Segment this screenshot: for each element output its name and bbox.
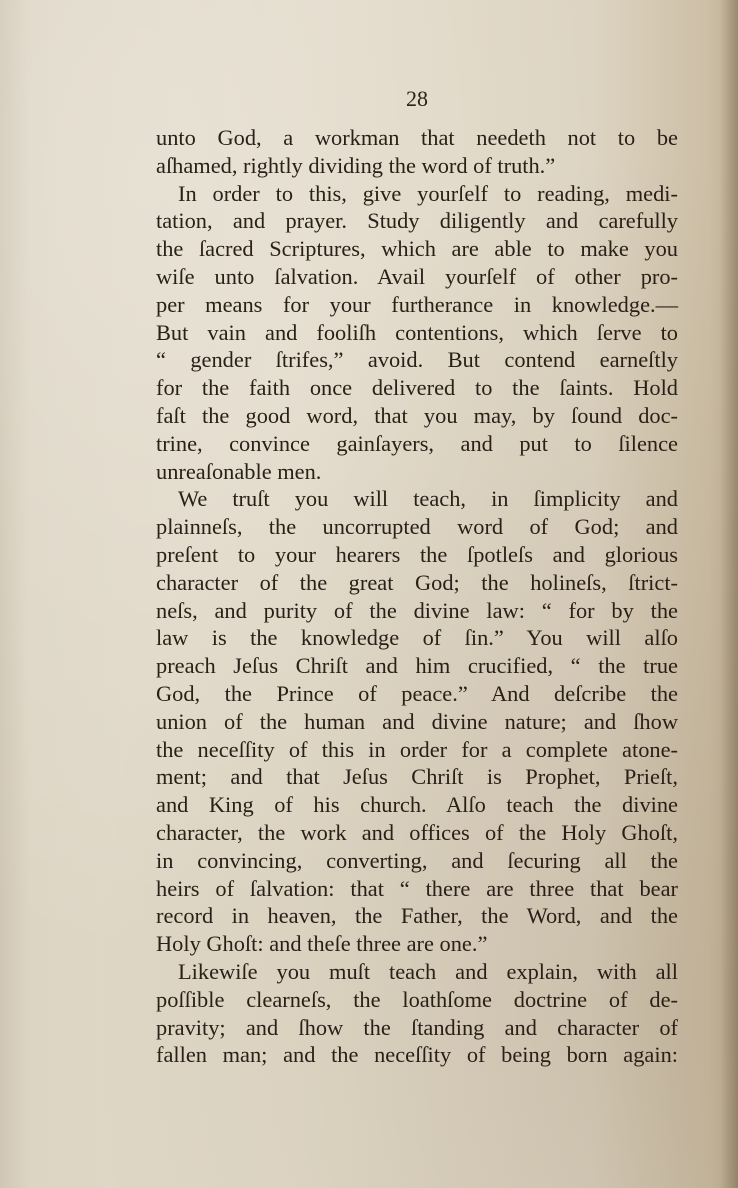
- text-line: character, the work and offices of the Holy Ghoſt,: [156, 819, 678, 845]
- text-line: the neceſſity of this in order for a complete atone-: [156, 736, 678, 762]
- text-line: In order to this, give yourſelf to reading, medi-: [178, 180, 678, 206]
- text-line: preſent to your hearers the ſpotleſs and glorious: [156, 541, 678, 567]
- text-line: per means for your furtherance in knowledge.—: [156, 291, 678, 317]
- text-line: neſs, and purity of the divine law: “ for by the: [156, 597, 678, 623]
- text-line: unreaſonable men.: [156, 458, 322, 484]
- text-line: preach Jeſus Chriſt and him crucified, “ the true: [156, 653, 678, 679]
- text-line: Likewiſe you muſt teach and explain, with all: [178, 958, 678, 984]
- text-line: character of the great God; the holineſs, ſtrict-: [156, 569, 678, 595]
- text-line: heirs of ſalvation: that “ there are three that bear: [156, 875, 678, 901]
- page-number: 28: [406, 86, 428, 111]
- text-line: We truſt you will teach, in ſimplicity and: [178, 486, 678, 512]
- text-line: unto God, a workman that needeth not to be: [156, 125, 678, 150]
- page-edge-shadow: [720, 0, 738, 1188]
- text-line: record in heaven, the Father, the Word, and the: [156, 903, 678, 929]
- text-line: ment; and that Jeſus Chriſt is Prophet, Prieſt,: [156, 764, 678, 790]
- text-line: in convincing, converting, and ſecuring all the: [156, 847, 678, 873]
- text-line: wiſe unto ſalvation. Avail yourſelf of other pro-: [156, 263, 678, 289]
- text-line: union of the human and divine nature; and ſhow: [156, 708, 678, 734]
- text-line: law is the knowledge of ſin.” You will alſo: [156, 625, 678, 651]
- text-line: pravity; and ſhow the ſtanding and character of: [156, 1014, 678, 1040]
- text-line: Holy Ghoſt: and theſe three are one.”: [156, 931, 488, 957]
- body-text: [156, 124, 678, 1069]
- text-line: for the faith once delivered to the ſaints. Hold: [156, 375, 678, 401]
- text-line: But vain and fooliſh contentions, which ſerve to: [156, 319, 678, 345]
- text-line: trine, convince gainſayers, and put to ſilence: [156, 430, 678, 456]
- text-line: tation, and prayer. Study diligently and carefully: [156, 208, 678, 234]
- text-line: poſſible clearneſs, the loathſome doctrine of de-: [156, 986, 678, 1012]
- text-line: plainneſs, the uncorrupted word of God; and: [156, 514, 678, 540]
- text-line: God, the Prince of peace.” And deſcribe the: [156, 680, 678, 706]
- text-line: faſt the good word, that you may, by ſound doc-: [156, 402, 678, 428]
- text-line: aſhamed, rightly dividing the word of truth.”: [156, 152, 556, 178]
- text-line: “ gender ſtrifes,” avoid. But contend earneſtly: [156, 347, 678, 373]
- text-line: the ſacred Scriptures, which are able to make you: [156, 236, 678, 262]
- text-line: fallen man; and the neceſſity of being born again:: [156, 1042, 678, 1068]
- text-line: and King of his church. Alſo teach the divine: [156, 792, 678, 818]
